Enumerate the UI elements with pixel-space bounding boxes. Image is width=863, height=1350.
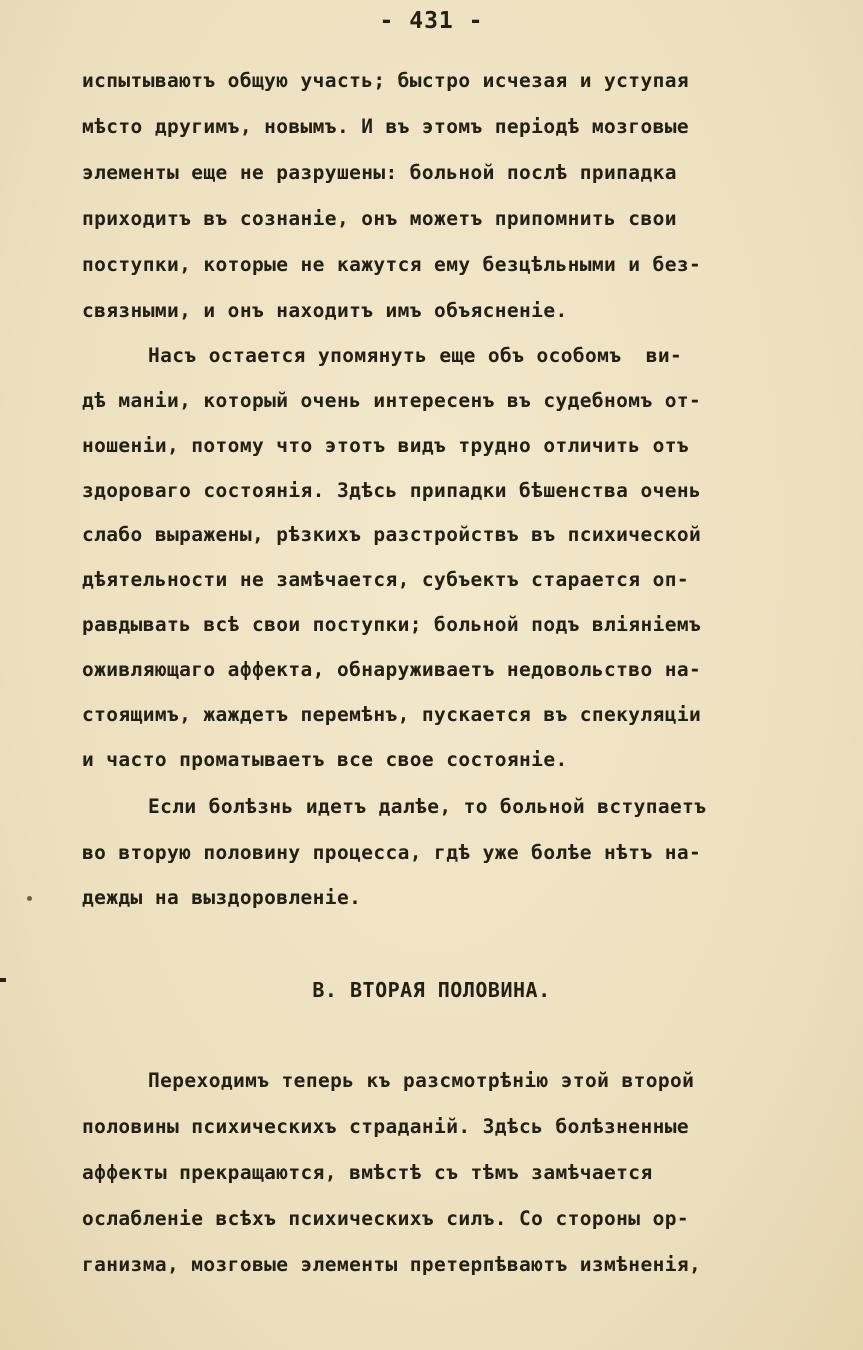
text-line: связными, и онъ находитъ имъ объясненіе.: [82, 299, 568, 322]
text-line: дежды на выздоровленіе.: [82, 886, 362, 909]
page-number: - 431 -: [379, 8, 484, 34]
text-line: здороваго состоянія. Здѣсь припадки бѣшенства очень: [82, 479, 702, 502]
text-line: испытываютъ общую участь; быстро исчезая и уступая: [82, 69, 689, 92]
text-line: ношеніи, потому что этотъ видъ трудно отличить отъ: [82, 434, 689, 457]
text-line: ослабленіе всѣхъ психическихъ силъ. Со стороны ор-: [82, 1207, 689, 1230]
text-line: приходитъ въ сознаніе, онъ можетъ припомнить свои: [82, 207, 677, 230]
text-line: поступки, которые не кажутся ему безцѣльными и без-: [82, 253, 702, 276]
text-line: стоящимъ, жаждетъ перемѣнъ, пускается въ спекуляціи: [82, 703, 702, 726]
text-line: Насъ остается упомянуть еще объ особомъ ви-: [148, 344, 683, 367]
text-line: половины психическихъ страданій. Здѣсь болѣзненные: [82, 1115, 689, 1138]
text-line: и часто проматываетъ все свое состояніе.: [82, 748, 568, 771]
text-line: слабо выражены, рѣзкихъ разстройствъ въ психической: [82, 523, 702, 546]
text-line: мѣсто другимъ, новымъ. И въ этомъ періодѣ мозговые: [82, 115, 689, 138]
text-line: Переходимъ теперь къ разсмотрѣнію этой второй: [148, 1069, 695, 1092]
text-line: дѣ маніи, который очень интересенъ въ судебномъ от-: [82, 389, 702, 412]
text-line: дѣятельности не замѣчается, субъектъ старается оп-: [82, 568, 689, 591]
text-line: аффекты прекращаются, вмѣстѣ съ тѣмъ замѣчается: [82, 1161, 653, 1184]
text-line: равдывать всѣ свои поступки; больной подъ вліяніемъ: [82, 613, 702, 636]
paper-speck: [27, 896, 32, 901]
text-line: элементы еще не разрушены: больной послѣ припадка: [82, 161, 677, 184]
text-line: Если болѣзнь идетъ далѣе, то больной вступаетъ: [148, 795, 707, 818]
text-line: ганизма, мозговые элементы претерпѣваютъ измѣненія,: [82, 1253, 702, 1276]
text-line: во вторую половину процесса, гдѣ уже болѣе нѣтъ на-: [82, 841, 702, 864]
text-line: оживляющаго аффекта, обнаруживаетъ недовольство на-: [82, 658, 702, 681]
section-heading: В. ВТОРАЯ ПОЛОВИНА.: [312, 978, 551, 1002]
